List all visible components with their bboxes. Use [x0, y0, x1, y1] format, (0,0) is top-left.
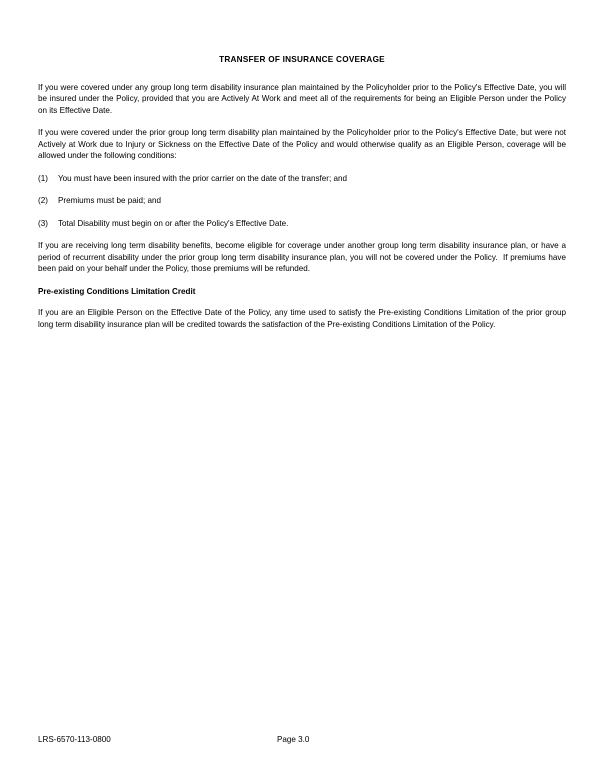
page-title: TRANSFER OF INSURANCE COVERAGE	[219, 55, 385, 64]
list-item	[38, 173, 566, 185]
list-item-label: Premiums must be paid; and	[58, 196, 162, 205]
footer-page-number: Page 3.0	[277, 735, 310, 744]
list-item	[38, 218, 566, 230]
list-item	[38, 195, 566, 207]
document-body	[38, 54, 569, 341]
list-item-marker: (2)	[38, 196, 48, 205]
list-item-marker: (1)	[38, 173, 48, 183]
list-item-label: Total Disability must begin on or after the Policy's Effective Date.	[58, 218, 289, 228]
section-heading-preexisting-conditions: Pre-existing Conditions Limitation Credit	[38, 286, 196, 296]
list-item-label: You must have been insured with the prior carrier on the date of the transfer; and	[58, 173, 347, 183]
paragraph-preexisting-credit: If you are an Eligible Person on the Effective Date of the Policy, any time used to satisfy the Pre-existing Conditions Limitation of the prior group long term disability insurance plan will be credited towards the satisfaction of the Pre-existing Conditions Limitation of the Policy.	[38, 308, 569, 329]
paragraph-recurrent-disability-exclusion: If you are receiving long term disability benefits, become eligible for coverage under another group long term disability insurance plan, or have a period of recurrent disability under the prior group long term disability insurance plan, you will not be covered under the Policy. If premiums have been paid on your behalf under the Policy, those premiums will be refunded.	[38, 241, 569, 273]
list-item-marker: (3)	[38, 218, 48, 228]
conditions-list	[38, 173, 566, 230]
footer-form-number: LRS-6570-113-0800	[38, 735, 111, 744]
conditions-list-block	[38, 173, 566, 230]
paragraph-coverage-eligibility: If you were covered under any group long term disability insurance plan maintained by the Policyholder prior to the Policy's Effective Date, you will be insured under the Policy, provided that you are Actively At Work and meet all of the requirements for being an Eligible Person under the Policy on its Effective Date.	[38, 82, 569, 115]
paragraph-prior-plan-conditions-intro: If you were covered under the prior group long term disability plan maintained by the Policyholder prior to the Policy's Effective Date, but were not Actively at Work due to Injury or Sickness on the Effective Date of the Policy and would otherwise qualify as an Eligible Person, coverage will be allowed under the following conditions:	[38, 128, 569, 160]
